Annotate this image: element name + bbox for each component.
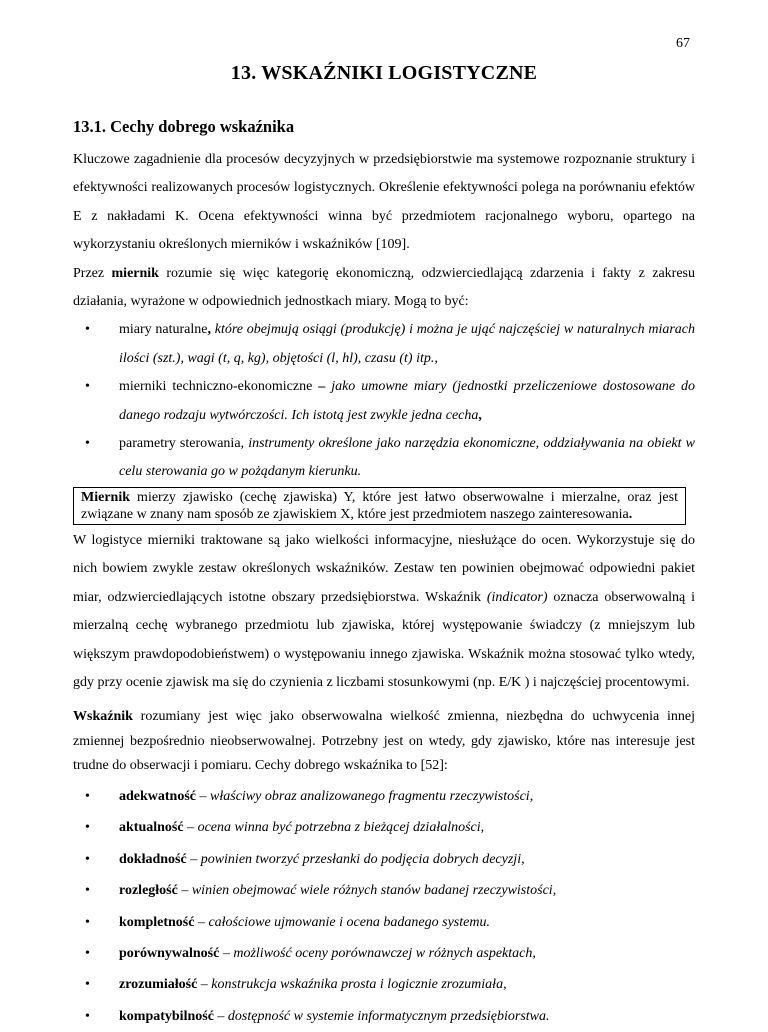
list-item: • zrozumiałość – konstrukcja wskaźnika prosta i logicznie zrozumiała, <box>73 969 695 1000</box>
paragraph-miernik-definition: Przez miernik rozumie się więc kategorię ekonomiczną, odzwierciedlającą zdarzenia i fakty z zakresu działania, wyrażone w odpowiednich jednostkach miary. Mogą to być: <box>73 265 695 310</box>
term-indicator: (indicator) <box>486 589 548 605</box>
term-miernik-box: Miernik <box>81 489 130 505</box>
term-wskaznik: Wskaźnik <box>73 709 133 725</box>
list-item: • mierniki techniczno-ekonomiczne – jako umowne miary (jednostki przeliczeniowe dostosowane do danego rodzaju wytwórczości. Ich istotą jest zwykle jedna cecha, <box>73 373 695 430</box>
section-title: 13.1. Cechy dobrego wskaźnika <box>73 117 295 136</box>
features-list <box>73 781 695 1032</box>
list-item: • porównywalność – możliwość oceny porównawczej w różnych aspektach, <box>73 938 695 969</box>
document-body <box>73 146 695 1032</box>
page-number: 67 <box>676 36 690 51</box>
list-item: • miary naturalne, które obejmują osiągi (produkcję) i można je ująć najczęściej w naturalnych miarach ilości (szt.), wagi (t, q, kg), objętości (l, hl), czasu (t) itp., <box>73 316 695 373</box>
term-miernik: miernik <box>111 265 159 281</box>
list-item: • rozległość – winien obejmować wiele różnych stanów badanej rzeczywistości, <box>73 875 695 906</box>
measures-list <box>73 316 695 486</box>
paragraph-logistics-indicators: W logistyce mierniki traktowane są jako wielkości informacyjne, niesłużące do ocen. Wykorzystuje się do nich bowiem zwykle zestaw określonych wskaźników. Zestaw ten powinien obejmować odpowiedni pakiet miar, odzwierciedlających istotne obszary przedsiębiorstwa. Wskaźnik (indicator) oznacza obserwowalną i mierzalną cechę wybranego przedmiotu lub zjawiska, której występowanie świadczy (z mniejszym lub większym prawdopodobieństwem) o występowaniu innego zjawiska. Wskaźnik można stosować tylko wtedy, gdy przy ocenie zjawisk ma się do czynienia z liczbami stosunkowymi (np. E/K ) i najczęściej procentowymi. <box>73 532 695 690</box>
list-item: • kompatybilność – dostępność w systemie informatycznym przedsiębiorstwa. <box>73 1001 695 1032</box>
list-item: • dokładność – powinien tworzyć przesłanki do podjęcia dobrych decyzji, <box>73 844 695 875</box>
definition-box: Miernik mierzy zjawisko (cechę zjawiska) Y, które jest łatwo obserwowalne i mierzalne, oraz jest związane w znany nam sposób ze zjawiskiem X, które jest przedmiotem naszego zainteresowania. <box>73 487 686 525</box>
paragraph-wskaznik-definition: Wskaźnik rozumiany jest więc jako obserwowalna wielkość zmienna, niezbędna do uchwycenia innej zmiennej bezpośrednio nieobserwowalnej. Potrzebny jest on wtedy, gdy zjawisko, które nas interesuje jest trudne do obserwacji i pomiaru. Cechy dobrego wskaźnika to [52]: <box>73 709 695 773</box>
list-item: • parametry sterowania, instrumenty określone jako narzędzia ekonomiczne, oddziaływania na obiekt w celu sterowania go w pożądanym kierunku. <box>73 430 695 487</box>
list-item: • adekwatność – właściwy obraz analizowanego fragmentu rzeczywistości, <box>73 781 695 812</box>
chapter-title: 13. WSKAŹNIKI LOGISTYCZNE <box>230 62 538 84</box>
paragraph-intro: Kluczowe zagadnienie dla procesów decyzyjnych w przedsiębiorstwie ma systemowe rozpoznanie struktury i efektywności realizowanych procesów logistycznych. Określenie efektywności polega na porównaniu efektów E z nakładami K. Ocena efektywności winna być przedmiotem racjonalnego wyboru, opartego na wykorzystaniu określonych mierników i wskaźników [109]. <box>73 152 695 253</box>
list-item: • kompletność – całościowe ujmowanie i ocena badanego systemu. <box>73 907 695 938</box>
list-item: • aktualność – ocena winna być potrzebna z bieżącej działalności, <box>73 812 695 843</box>
